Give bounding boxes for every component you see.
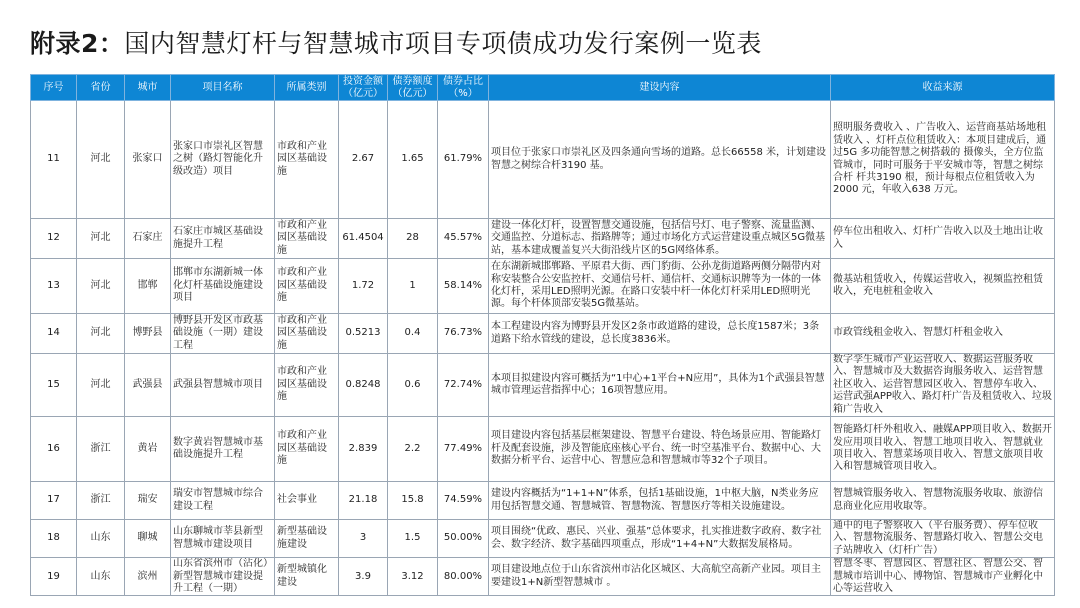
cell-project: 数字黄岩智慧城市基础设施提升工程 [171,417,275,482]
cell-city: 张家口 [125,101,171,219]
table-row [31,558,1055,596]
cell-serial: 16 [31,417,77,482]
header-province: 省份 [77,75,125,101]
page-title [30,24,762,64]
cell-city: 黄岩 [125,417,171,482]
table-row [31,314,1055,354]
cell-category: 新型城镇化建设 [275,558,339,596]
cell-bond: 0.6 [388,354,438,417]
cell-province: 山东 [77,520,125,558]
cell-serial: 13 [31,259,77,314]
cell-province: 河北 [77,101,125,219]
table-row [31,354,1055,417]
cell-city: 滨州 [125,558,171,596]
cell-city: 瑞安 [125,482,171,520]
cell-project: 邯郸市东湖新城一体化灯杆基础设施建设项目 [171,259,275,314]
header-ratio: 债券占比（%） [438,75,489,101]
header-serial: 序号 [31,75,77,101]
cell-revenue: 停车位出租收入、灯杆广告收入以及土地出让收入 [831,219,1055,259]
cell-province: 河北 [77,259,125,314]
cell-invest: 2.67 [339,101,388,219]
cell-bond: 1.65 [388,101,438,219]
cell-serial: 15 [31,354,77,417]
cell-ratio: 45.57% [438,219,489,259]
cell-invest: 3 [339,520,388,558]
cell-revenue: 微基站租赁收入，传媒运营收入，视频监控租赁收入，充电桩租金收入 [831,259,1055,314]
cell-ratio: 74.59% [438,482,489,520]
cell-province: 河北 [77,219,125,259]
cell-content: 本工程建设内容为博野县开发区2条市政道路的建设，总长度1587米；3条道路下给水管线的建设，总长度3836米。 [489,314,831,354]
cell-category: 市政和产业园区基础设施 [275,219,339,259]
cell-serial: 19 [31,558,77,596]
table-row [31,219,1055,259]
header-city: 城市 [125,75,171,101]
cell-revenue: 市政管线租金收入、智慧灯杆租金收入 [831,314,1055,354]
table-row [31,482,1055,520]
header-category: 所属类别 [275,75,339,101]
header-invest: 投资金额（亿元） [339,75,388,101]
cell-province: 浙江 [77,482,125,520]
cell-ratio: 50.00% [438,520,489,558]
cell-category: 市政和产业园区基础设施 [275,259,339,314]
cell-bond: 3.12 [388,558,438,596]
cell-ratio: 80.00% [438,558,489,596]
cell-revenue: 数字孪生城市产业运营收入、数据运营服务收入、智慧城市及大数据咨询服务收入、运营智慧社区收入、运营智慧园区收入、智慧停车收入、运营武强APP收入、路灯杆广告及租赁收入、垃圾箱广告收入 [831,354,1055,417]
cell-content: 本项目拟建设内容可概括为“1中心+1平台+N应用”，具体为1个武强县智慧城市管理运营指挥中心；16项智慧应用。 [489,354,831,417]
cell-project: 山东聊城市莘县新型智慧城市建设项目 [171,520,275,558]
cell-category: 社会事业 [275,482,339,520]
title-prefix: 附录2： [30,29,125,58]
title-text: 国内智慧灯杆与智慧城市项目专项债成功发行案例一览表 [124,29,762,58]
cell-invest: 61.4504 [339,219,388,259]
table-header-row [31,75,1055,101]
cell-project: 张家口市崇礼区智慧之树（路灯智能化升级改造）项目 [171,101,275,219]
cell-bond: 2.2 [388,417,438,482]
cell-category: 市政和产业园区基础设施 [275,314,339,354]
cell-city: 聊城 [125,520,171,558]
cell-invest: 3.9 [339,558,388,596]
cell-invest: 1.72 [339,259,388,314]
cell-invest: 2.839 [339,417,388,482]
header-content: 建设内容 [489,75,831,101]
table-row [31,259,1055,314]
cell-serial: 11 [31,101,77,219]
cell-project: 武强县智慧城市项目 [171,354,275,417]
cell-invest: 0.8248 [339,354,388,417]
cell-category: 新型基础设施建设 [275,520,339,558]
cell-province: 浙江 [77,417,125,482]
cell-project: 石家庄市城区基础设施提升工程 [171,219,275,259]
cell-bond: 0.4 [388,314,438,354]
cell-province: 河北 [77,314,125,354]
cell-revenue: 智慧冬枣、智慧园区、智慧社区、智慧公交、智慧城市培训中心、博物馆、智慧城市产业孵化中心等运营收入 [831,558,1055,596]
cell-bond: 15.8 [388,482,438,520]
cell-ratio: 61.79% [438,101,489,219]
cell-content: 在东湖新城邯郸路、平原君大街、西门豹街、公孙龙街道路两侧分隔带内对称安装整合公安监控杆、交通信号杆、通信杆、交通标识牌等为一体的一体化灯杆，采用LED照明光源。在路口安装中杆一体化灯杆采用LED照明光源。每个杆体顶部安装5G微基站。 [489,259,831,314]
header-revenue: 收益来源 [831,75,1055,101]
cell-serial: 17 [31,482,77,520]
cell-ratio: 76.73% [438,314,489,354]
cell-city: 博野县 [125,314,171,354]
cell-province: 河北 [77,354,125,417]
cell-content: 建设内容概括为“1+1+N”体系，包括1基础设施，1中枢大脑，N类业务应用包括智慧交通、智慧城管、智慧物流、智慧医疗等相关设施建设。 [489,482,831,520]
cell-bond: 1 [388,259,438,314]
cell-content: 建设一体化灯杆，设置智慧交通设施，包括信号灯、电子警察、流量监测、交通监控、分道标志、指路牌等；通过市场化方式运营建设重点城区5G微基站，基本建成覆盖复兴大街沿线片区的5G网络体系。 [489,219,831,259]
cell-project: 博野县开发区市政基础设施（一期）建设工程 [171,314,275,354]
cell-project: 山东省滨州市（沾化）新型智慧城市建设提升工程（一期） [171,558,275,596]
cell-ratio: 77.49% [438,417,489,482]
cell-content: 项目建设地点位于山东省滨州市沾化区城区、大高航空高新产业园。项目主要建设1+N新型智慧城市 。 [489,558,831,596]
table-row [31,520,1055,558]
cell-province: 山东 [77,558,125,596]
table-row [31,417,1055,482]
cell-ratio: 72.74% [438,354,489,417]
cell-category: 市政和产业园区基础设施 [275,417,339,482]
header-bond: 债券额度（亿元） [388,75,438,101]
cell-ratio: 58.14% [438,259,489,314]
cell-serial: 12 [31,219,77,259]
cell-revenue: 照明服务费收入 、广告收入、运营商基站场地租赁收入 、灯杆点位租赁收入：本项目建成后，通过5G 多功能智慧之树搭载的 摄像头，全方位监管城市，同时可服务于平安城市等，智慧之树综合杆 杆共3190 根，预计每根点位租赁收入为2000 元，年收入638 万元。 [831,101,1055,219]
cell-content: 项目位于张家口市崇礼区及四条通向雪场的道路。总长66558 米，计划建设智慧之树综合杆3190 基。 [489,101,831,219]
cell-city: 邯郸 [125,259,171,314]
table-row [31,101,1055,219]
cell-bond: 1.5 [388,520,438,558]
cell-city: 武强县 [125,354,171,417]
cell-serial: 18 [31,520,77,558]
cell-revenue: 智慧城管服务收入、智慧物流服务收取、旅游信息商业化应用收取等。 [831,482,1055,520]
cell-revenue: 智能路灯杆外租收入、融媒APP项目收入、数据开发应用项目收入、智慧工地项目收入、智慧就业项目收入、智慧菜场项目收入、智慧文旅项目收入和智慧城管项目收入。 [831,417,1055,482]
cell-invest: 21.18 [339,482,388,520]
cell-bond: 28 [388,219,438,259]
cell-city: 石家庄 [125,219,171,259]
cell-category: 市政和产业园区基础设施 [275,101,339,219]
header-project: 项目名称 [171,75,275,101]
cell-content: 项目建设内容包括基层框架建设、智慧平台建设、特色场景应用、智能路灯杆及配套设施，涉及智能底座核心平台、统一时空基准平台、数据中心、大数据分析平台、运营中心、智慧应急和智慧城市等32个子项目。 [489,417,831,482]
cell-content: 项目围绕“优政、惠民、兴业、强基”总体要求，扎实推进数字政府、数字社会、数字经济、数字基础四项重点，形成“1+4+N”大数据发展格局。 [489,520,831,558]
bond-case-table [30,74,1055,596]
cell-category: 市政和产业园区基础设施 [275,354,339,417]
cell-revenue: 通中的电子警察收入（平台服务费）、停车位收入、智慧物流服务、智慧路灯收入、智慧公交电子站牌收入（灯杆广告） [831,520,1055,558]
cell-invest: 0.5213 [339,314,388,354]
cell-project: 瑞安市智慧城市综合建设工程 [171,482,275,520]
cell-serial: 14 [31,314,77,354]
